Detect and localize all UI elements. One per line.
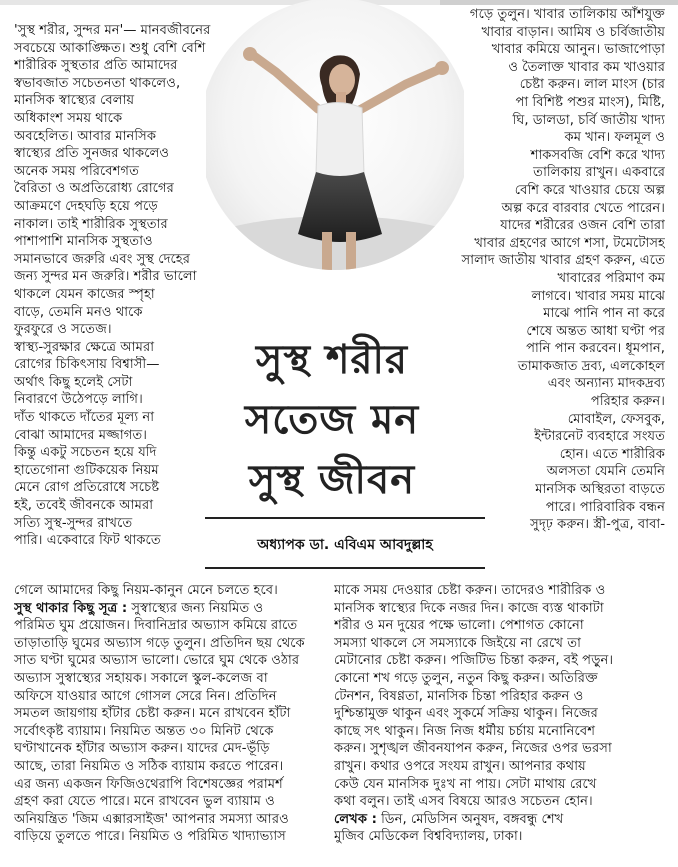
text-line: অল্প করে বারবার খেতে পারেন। xyxy=(501,200,665,216)
text-line: শাকসবজি বেশি করে খাদ্য xyxy=(530,147,665,163)
text-line: স্বাস্থ্যের প্রতি সুনজর থাকলেও xyxy=(14,146,170,162)
text-line xyxy=(334,582,669,600)
text-line xyxy=(14,652,334,670)
text-line: লাগবে। খাবার সময় মাঝে xyxy=(531,288,665,304)
text-line xyxy=(334,635,669,653)
line-text: এর জন্য একজন ফিজিওথেরাপি বিশেষজ্ঞের পরামর্শ xyxy=(14,776,283,792)
bottom-right-text xyxy=(334,582,669,846)
text-line: বোঝা আমাদের মজ্জাগত। xyxy=(14,427,147,443)
line-text: অফিসে যাওয়ার আগে গোসল সেরে নিন। প্রতিদিন xyxy=(14,688,277,704)
text-line: স্বভাবজাত সচেতনতা থাকলেও, xyxy=(14,75,181,91)
byline-rule-bottom xyxy=(205,567,485,569)
text-line xyxy=(14,688,334,706)
text-line: সালাদ জাতীয় খাবার গ্রহণ করুন, এতে xyxy=(461,253,665,269)
text-line: এবং অন্যান্য মাদকদ্রব্য xyxy=(547,376,665,392)
text-line: রোগের চিকিৎসায় বিশ্বাসী— xyxy=(14,357,160,373)
text-line xyxy=(334,828,669,846)
text-line: তামাকজাত দ্রব্য, এলকোহল xyxy=(517,358,665,374)
text-line: চেষ্টা করুন। লাল মাংস (চার xyxy=(519,77,665,93)
headline-line-2: সতেজ মন xyxy=(244,397,420,443)
text-line xyxy=(14,600,334,618)
text-line: মানসিক অস্থিরতা বাড়তে xyxy=(535,482,665,498)
line-text: আছে, তারা নিয়মিত ও সঠিক ব্যায়াম করতে পারেন। xyxy=(14,758,284,774)
text-line: সুদৃঢ় করুন। স্ত্রী-পুত্র, বাবা- xyxy=(530,517,665,533)
text-line xyxy=(334,688,669,706)
text-line: অর্থাৎ কিছু হলেই সেটা xyxy=(14,374,133,390)
text-line: তালিকায় রাখুন। একবারে xyxy=(533,165,665,181)
text-line: ও তৈলাক্ত খাবার কম খাওয়ার xyxy=(508,59,665,75)
line-text: রাখুন। কথার ওপরে সংযম রাখুন। আপনার কথায় xyxy=(334,758,586,774)
line-text: ঘণ্টাখানেক হাঁটার অভ্যাস করুন। যাদের মেদ-ভূঁড়ি xyxy=(14,741,270,757)
line-text: সমতল জায়গায় হাঁটার চেষ্টা করুন। মনে রাখবেন হাঁটা xyxy=(14,706,291,722)
line-text: মানসিক স্বাস্থ্যের দিকে নজর দিন। কাজে ব্যস্ত থাকাটা xyxy=(334,600,604,616)
text-line xyxy=(14,723,334,741)
bold-lead: সুস্থ থাকার কিছু সূত্র : xyxy=(14,600,128,616)
text-line: খাবার গ্রহণের আগে শসা, টমেটোসহ xyxy=(474,235,665,251)
text-line: শেষে অন্তত আধা ঘণ্টা পর xyxy=(526,323,665,339)
author-byline: অধ্যাপক ডা. এবিএম আবদুল্লাহ xyxy=(257,537,433,553)
text-line: ফুরফুরে ও সতেজ। xyxy=(14,322,112,338)
right-column-text xyxy=(440,6,665,534)
text-line: হাতেগোনা গুটিকয়েক নিয়ম xyxy=(14,462,159,478)
text-line: ঘি, ডালডা, চর্বি জাতীয় খাদ্য xyxy=(512,112,665,128)
text-line: আক্রমণে দেহঘড়ি হয়ে পড়ে xyxy=(14,198,158,214)
text-line: বেশি করে খাওয়ার চেয়ে অল্প xyxy=(514,182,665,198)
text-line: পাশাপাশি মানসিক সুস্থতাও xyxy=(14,234,153,250)
article-headline xyxy=(220,330,444,510)
text-line xyxy=(334,600,669,618)
line-text: মেটানোর চেষ্টা করুন। পজিটিভ চিন্তা করুন, বই পড়ুন। xyxy=(334,653,614,669)
text-line xyxy=(334,758,669,776)
text-line: পারে। পারিবারিক বন্ধন xyxy=(545,499,665,515)
line-text: করুন। সুশৃঙ্খল জীবনযাপন করুন, নিজের ওপর ভরসা xyxy=(334,741,612,757)
text-line xyxy=(14,705,334,723)
text-line xyxy=(14,670,334,688)
text-line: অবহেলিত। আবার মানসিক xyxy=(14,128,157,144)
text-line: নাকাল। তাই শারীরিক সুস্থতার xyxy=(14,216,168,232)
woman-raised-arms-photo xyxy=(206,0,464,270)
text-line: থাকলে যেমন কাজের স্পৃহা xyxy=(14,286,155,302)
line-text: গেলে আমাদের কিছু নিয়ম-কানুন মেনে চলতে হবে। xyxy=(14,583,278,598)
line-text: কোনো শখ গড়ে তুলুন, নতুন কিছু করুন। অতিরিক্ত xyxy=(334,670,598,686)
line-text: ডিন, মেডিসিন অনুষদ, বঙ্গবন্ধু শেখ xyxy=(376,811,564,827)
headline-line-1: সুস্থ শরীর xyxy=(256,337,408,383)
line-text: বাড়িয়ে তুলতে পারে। নিয়মিত ও পরিমিত খাদ্যাভ্যাস xyxy=(14,829,286,845)
text-line: মাঝে পানি পান না করে xyxy=(543,306,665,322)
line-text: দুশ্চিন্তামুক্ত থাকুন এবং সুকর্মে সক্রিয় থাকুন। নিজের xyxy=(334,706,598,722)
text-line: বাড়ে, তেমনি মনও থাকে xyxy=(14,304,143,320)
text-line: হই, তবেই জীবনকে আমরা xyxy=(14,498,154,514)
text-line xyxy=(334,670,669,688)
text-line: 'সুস্থ শরীর, সুন্দর মন'— মানবজীবনের xyxy=(14,23,211,38)
text-line: নিবারণে উঠেপড়ে লাগি। xyxy=(14,392,143,408)
bold-lead: লেখক : xyxy=(334,811,377,827)
text-line xyxy=(334,811,669,829)
text-line: জন্য সুন্দর মন জরুরি। শরীর ভালো xyxy=(14,269,197,285)
text-line xyxy=(14,582,334,600)
line-text: অনিয়ন্ত্রিত 'জিম এক্সারসাইজ' আপনার সমস্যা আরও xyxy=(14,811,289,827)
text-line xyxy=(14,793,334,811)
line-text: অভ্যাস সুস্বাস্থ্যের সহায়ক। সকালে স্কুল-কলেজ বা xyxy=(14,670,268,686)
text-line: পরিহার করুন। xyxy=(590,394,665,410)
text-line: অনেক সময় পরিবেশগত xyxy=(14,163,139,179)
text-line xyxy=(334,617,669,635)
text-line: হোন। এতে শারীরিক xyxy=(559,446,665,462)
text-line xyxy=(334,723,669,741)
text-line: যাদের শরীরের ওজন বেশি তারা xyxy=(500,218,665,234)
text-line: দাঁত থাকতে দাঁতের মূল্য না xyxy=(14,410,155,426)
line-text: সর্বোৎকৃষ্ট ব্যায়াম। নিয়মিত অন্তত ৩০ মিনিট থেকে xyxy=(14,723,274,739)
text-line: খাবার বাড়ান। আমিষ ও চর্বিজাতীয় xyxy=(481,24,665,40)
line-text: টেনশন, বিষণ্ণতা, মানসিক চিন্তা পরিহার করুন ও xyxy=(334,688,584,704)
line-text: পরিমিত ঘুম প্রয়োজন। দিবানিদ্রার অভ্যাস কমিয়ে রাতে xyxy=(14,618,298,634)
text-line xyxy=(14,758,334,776)
text-line: ইন্টারনেট ব্যবহারে সংযত xyxy=(534,429,665,445)
text-line xyxy=(14,635,334,653)
text-line xyxy=(334,740,669,758)
headline-line-3: সুস্থ জীবন xyxy=(248,457,416,503)
text-line: স্বাস্থ্য-সুরক্ষার ক্ষেত্রে আমরা xyxy=(14,339,155,355)
line-text: তাড়াতাড়ি ঘুমের অভ্যাস গড়ে তুলুন। প্রতিদিন ছয় থেকে xyxy=(14,635,305,651)
text-line: অলসতা যেমনি তেমনি xyxy=(546,464,665,480)
text-line: সত্যি সুস্থ-সুন্দর রাখতে xyxy=(14,515,133,531)
text-line xyxy=(334,776,669,794)
text-line: কম খান। ফলমূল ও xyxy=(564,130,665,146)
line-text: কাছে সৎ থাকুন। নিজ নিজ ধর্মীয় চর্চায় মনোনিবেশ xyxy=(334,723,595,739)
text-line: পারি। একেবারে ফিট থাকতে xyxy=(14,533,161,549)
text-line xyxy=(14,811,334,829)
text-line: সবচেয়ে আকাঙ্ক্ষিত। শুধু বেশি বেশি xyxy=(14,40,206,56)
article-photo xyxy=(206,0,464,270)
line-text: শরীর ও মন দুয়ের পক্ষে ভালো। পেশাগত কোনো xyxy=(334,618,584,634)
line-text: সুস্বাস্থ্যের জন্য নিয়মিত ও xyxy=(127,600,264,616)
text-line: বৈরিতা ও অপ্রতিরোধ্য রোগের xyxy=(14,181,174,197)
text-line: মেনে রোগ প্রতিরোধে সচেষ্ট xyxy=(14,480,160,496)
text-line: সমানভাবে জরুরি এবং সুস্থ দেহের xyxy=(14,251,190,267)
text-line: পা বিশিষ্ট পশুর মাংস), মিষ্টি, xyxy=(515,94,665,110)
line-text: কেউ যেন মানসিক দুঃখ না পায়। সেটা মাথায় রেখে xyxy=(334,776,597,792)
text-line: কিন্তু একটু সচেতন হয়ে যদি xyxy=(14,445,157,461)
text-line: শারীরিক সুস্থতার প্রতি আমাদের xyxy=(14,58,178,74)
line-text: গ্রহণ করা যেতে পারে। মনে রাখবেন ভুল ব্যায়াম ও xyxy=(14,794,275,810)
text-line xyxy=(14,828,334,846)
left-column-text xyxy=(14,22,219,550)
text-line: অধিকাংশ সময় থাকে xyxy=(14,110,123,126)
line-text: কথা বলুন। তাই এসব বিষয়ে আরও সচেতন হোন। xyxy=(334,794,593,810)
text-line: পানি পান করবেন। ধূমপান, xyxy=(526,341,665,357)
text-line: গড়ে তুলুন। খাবার তালিকায় আঁশযুক্ত xyxy=(469,7,665,22)
text-line: খাবারের পরিমাণ কম xyxy=(557,270,665,286)
text-line xyxy=(334,793,669,811)
line-text: সমস্যা থাকলে সে সমস্যাকে জিইয়ে না রেখে তা xyxy=(334,635,581,651)
line-text: মুজিব মেডিকেল বিশ্ববিদ্যালয়, ঢাকা। xyxy=(334,829,523,845)
text-line xyxy=(14,617,334,635)
text-line xyxy=(14,740,334,758)
text-line xyxy=(334,705,669,723)
text-line: মোবাইল, ফেসবুক, xyxy=(567,411,665,427)
line-text: মাকে সময় দেওয়ার চেষ্টা করুন। তাদেরও শারীরিক ও xyxy=(334,583,606,598)
text-line xyxy=(14,776,334,794)
text-line xyxy=(334,652,669,670)
bottom-left-text xyxy=(14,582,334,846)
text-line: খাবার কমিয়ে আনুন। ভাজাপোড়া xyxy=(491,42,665,58)
top-border-dark xyxy=(440,0,678,5)
line-text: সাত ঘণ্টা ঘুমের অভ্যাস ভালো। ভোরে ঘুম থেকে ওঠার xyxy=(14,653,300,669)
text-line: মানসিক স্বাস্থ্যের বেলায় xyxy=(14,93,135,109)
